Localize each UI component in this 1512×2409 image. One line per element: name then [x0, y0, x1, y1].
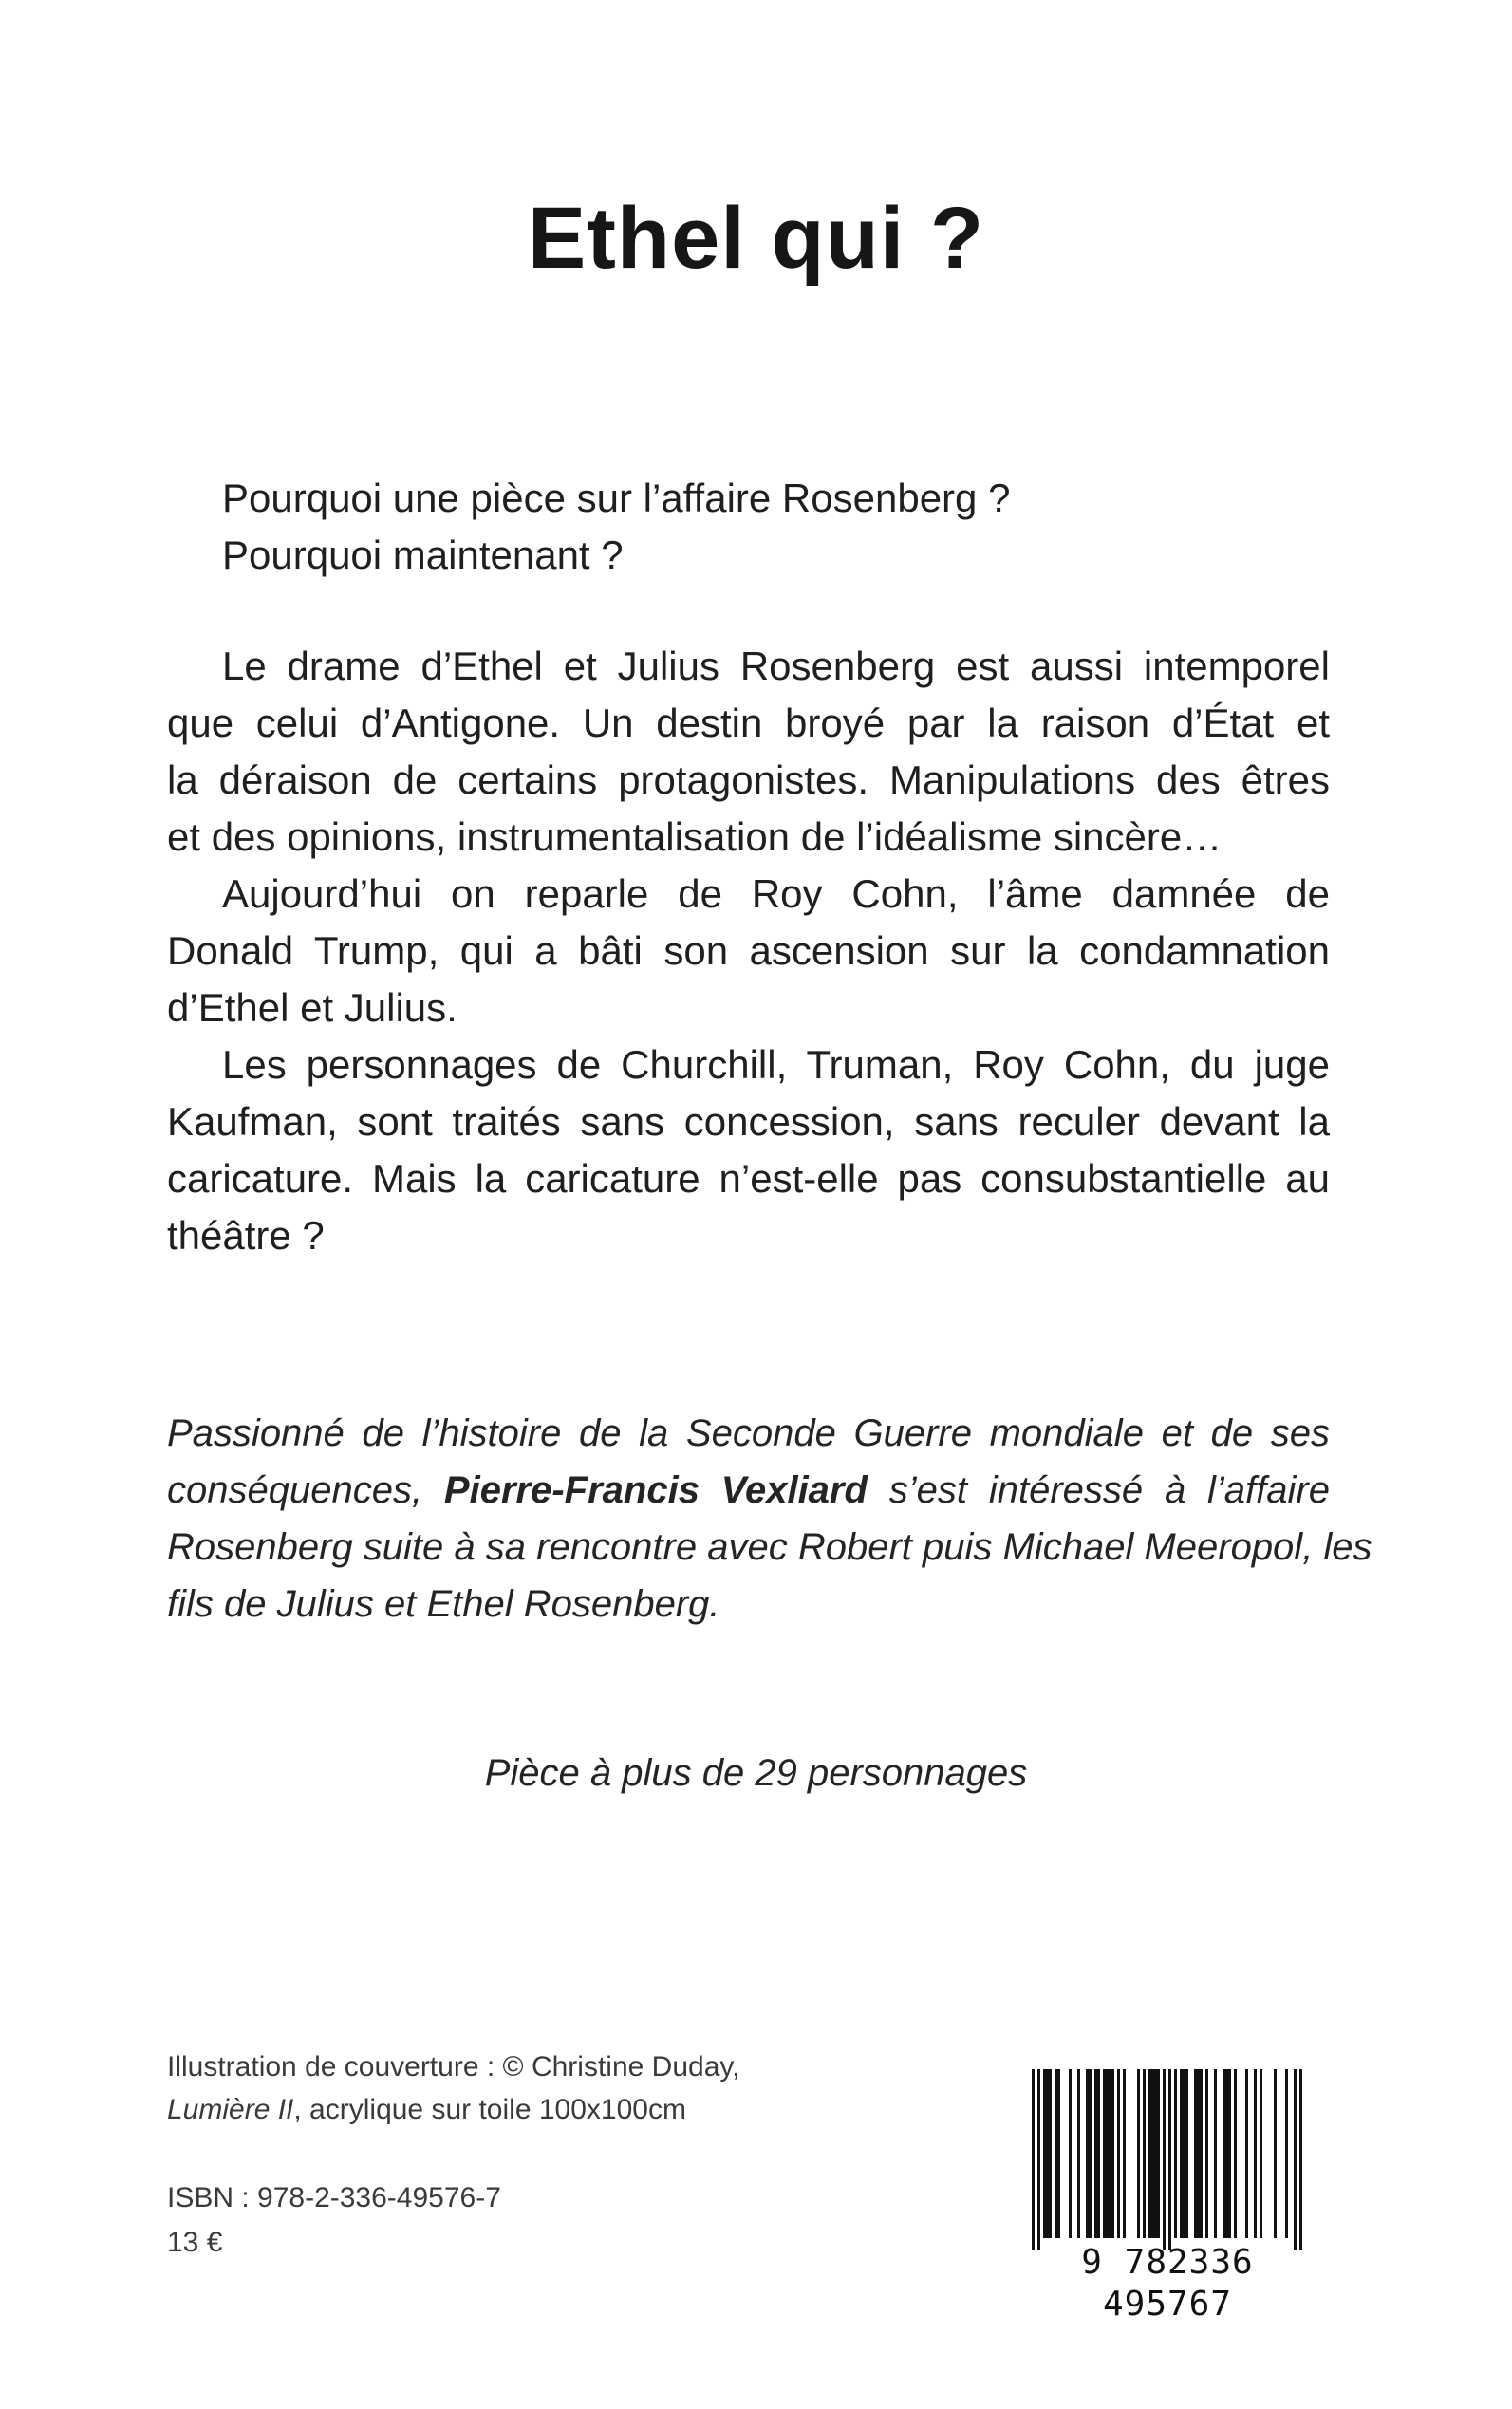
barcode-bar: [1200, 2069, 1203, 2238]
barcode-bar: [1214, 2069, 1217, 2238]
barcode-bar: [1234, 2069, 1237, 2238]
barcode-digits: 9 782336 495767: [1081, 2243, 1254, 2324]
blurb-line: d’Ethel et Julius.: [167, 985, 457, 1030]
bio-line: Rosenberg suite à sa rencontre avec Robert puis Michael Meeropol, les: [167, 1526, 1372, 1568]
barcode-bar: [1183, 2069, 1185, 2238]
blurb-line: la déraison de certains protagonistes. Manipulations des êtres: [167, 757, 1330, 802]
barcode-bar: [1245, 2069, 1248, 2238]
bio-text: conséquences,: [167, 1469, 423, 1511]
barcode-bar: [1037, 2069, 1040, 2250]
barcode-bar: [1097, 2069, 1100, 2238]
barcode-bar: [1055, 2069, 1057, 2238]
barcode-bar: [1089, 2069, 1092, 2238]
blurb-line: et des opinions, instrumentalisation de l’idéalisme sincère…: [167, 814, 1223, 859]
isbn: ISBN : 978-2-336-49576-7: [167, 2182, 501, 2213]
barcode-bar: [1228, 2069, 1231, 2238]
blurb-line: Le drame d’Ethel et Julius Rosenberg est aussi intemporel: [222, 644, 1330, 688]
cast-note: Pièce à plus de 29 personnages: [484, 1752, 1028, 1794]
barcode: [1011, 2069, 1324, 2324]
barcode-bar: [1194, 2069, 1197, 2238]
barcode-bar: [1148, 2069, 1151, 2238]
barcode-bar: [1043, 2069, 1046, 2238]
barcode-bar: [1103, 2069, 1106, 2238]
barcode-bar: [1032, 2069, 1035, 2250]
cover-credits: [167, 2045, 831, 2131]
barcode-bar: [1077, 2069, 1080, 2238]
barcode-bar: [1299, 2069, 1302, 2250]
author-bio: [167, 1405, 1372, 1633]
artwork-details: , acrylique sur toile 100x100cm: [293, 2094, 686, 2125]
barcode-bar: [1260, 2069, 1262, 2238]
barcode-bar: [1225, 2069, 1228, 2238]
barcode-bar: [1294, 2069, 1297, 2250]
barcode-bar: [1185, 2069, 1188, 2238]
blurb-line: caricature. Mais la caricature n’est-elle pas consubstantielle au: [167, 1156, 1330, 1201]
credit-line: Illustration de couverture : © Christine Duday,: [167, 2051, 740, 2082]
barcode-bar: [1123, 2069, 1126, 2238]
price: 13 €: [167, 2227, 223, 2258]
barcode-bar: [1143, 2069, 1146, 2238]
barcode-bar: [1109, 2069, 1111, 2238]
blurb-line: Aujourd’hui on reparle de Roy Cohn, l’âme damnée de: [222, 871, 1330, 916]
barcode-bars: [1011, 2069, 1324, 2250]
credit-line: [167, 2088, 831, 2131]
question-line: Pourquoi une pièce sur l’affaire Rosenberg ?: [222, 476, 1011, 520]
barcode-bar: [1151, 2069, 1154, 2238]
questions-block: [167, 470, 1330, 584]
blurb-line: que celui d’Antigone. Un destin broyé par la raison d’État et: [167, 700, 1330, 745]
barcode-bar: [1157, 2069, 1160, 2238]
barcode-bar: [1117, 2069, 1120, 2238]
bio-text: s’est intéressé à l’affaire: [888, 1469, 1330, 1511]
barcode-bar: [1223, 2069, 1225, 2238]
artwork-title: Lumière II: [167, 2094, 294, 2125]
barcode-bar: [1137, 2069, 1140, 2238]
author-name: Pierre-Francis Vexliard: [443, 1469, 868, 1511]
bio-line: Passionné de l’histoire de la Seconde Guerre mondiale et de ses: [167, 1412, 1330, 1454]
barcode-bar: [1154, 2069, 1157, 2238]
barcode-bar: [1069, 2069, 1072, 2238]
barcode-bar: [1163, 2069, 1166, 2250]
bio-line: [167, 1462, 1330, 1519]
barcode-bar: [1274, 2069, 1277, 2238]
barcode-bar: [1086, 2069, 1089, 2238]
barcode-bar: [1111, 2069, 1114, 2238]
barcode-bar: [1254, 2069, 1257, 2238]
barcode-bar: [1057, 2069, 1060, 2238]
blurb-block: [167, 638, 1330, 1264]
blurb-line: Donald Trump, qui a bâti son ascension sur la condamnation: [167, 928, 1330, 973]
barcode-bar: [1106, 2069, 1109, 2238]
bio-line: fils de Julius et Ethel Rosenberg.: [167, 1583, 720, 1625]
barcode-bar: [1205, 2069, 1208, 2238]
barcode-bar: [1168, 2069, 1171, 2250]
barcode-bar: [1285, 2069, 1288, 2238]
question-line: Pourquoi maintenant ?: [222, 532, 624, 577]
barcode-bar: [1174, 2069, 1177, 2238]
blurb-line: Les personnages de Churchill, Truman, Roy Cohn, du juge: [222, 1042, 1330, 1087]
barcode-bar: [1049, 2069, 1052, 2238]
barcode-bar: [1180, 2069, 1183, 2238]
barcode-bar: [1197, 2069, 1200, 2238]
barcode-bar: [1046, 2069, 1049, 2238]
barcode-bar: [1094, 2069, 1097, 2238]
blurb-line: Kaufman, sont traités sans concession, sans reculer devant la: [167, 1099, 1330, 1144]
blurb-line: théâtre ?: [167, 1213, 325, 1258]
page-title: Ethel qui ?: [527, 190, 985, 287]
